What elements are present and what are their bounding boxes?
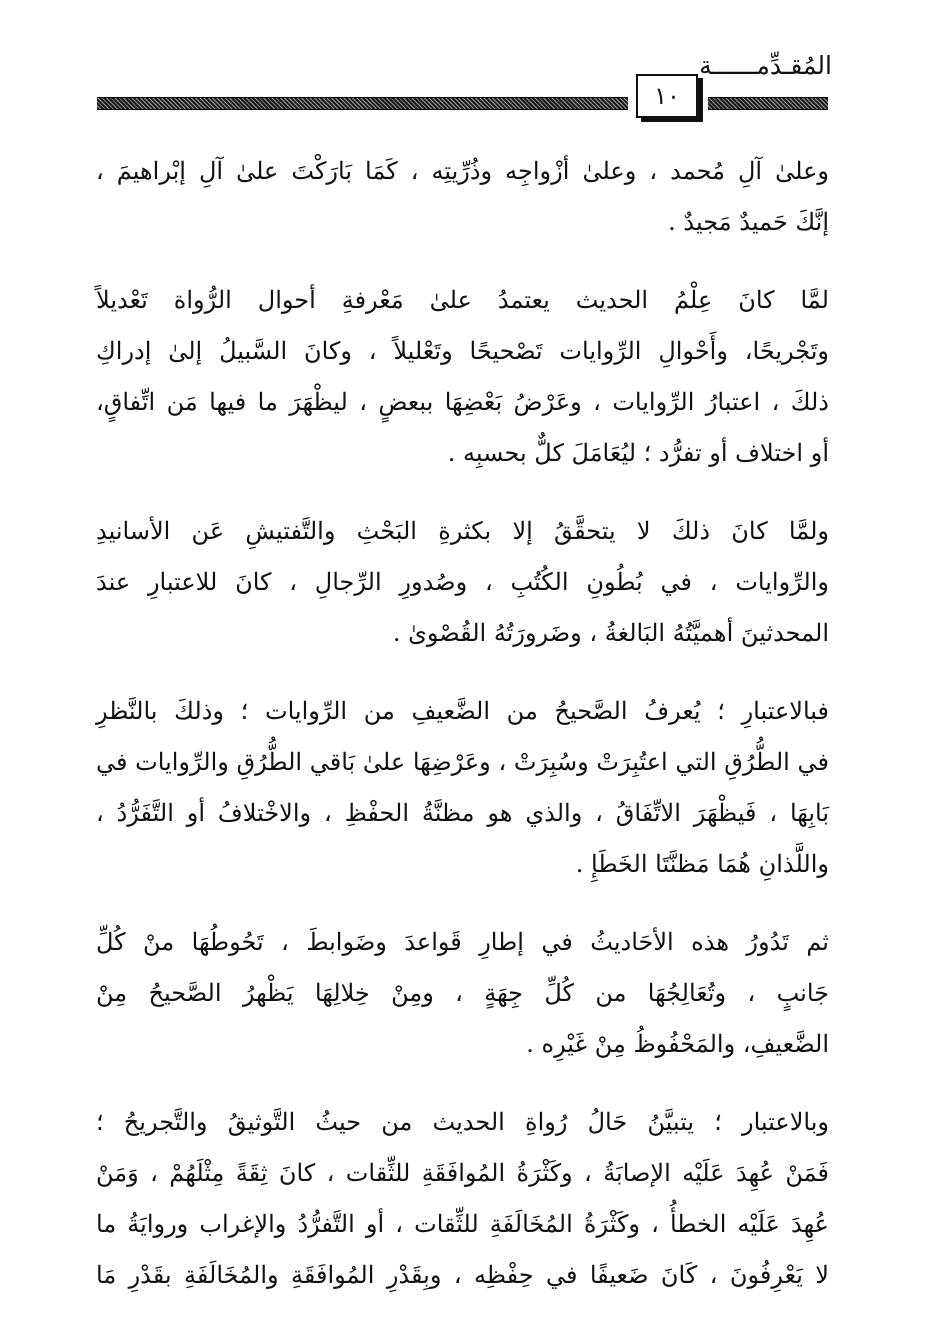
text-line: ولمَّا كانَ ذلكَ لا يتحقَّقُ إلا بكثرةِ البَحْثِ والتَّفتيشِ عَن الأسانيدِ xyxy=(96,517,829,545)
chapter-title: المُقـدِّمــــــة xyxy=(699,51,832,80)
text-line: جَانبٍ ، وتُعَالِجُهَا من كُلِّ جِهَةٍ ، ومِنْ خِلالِهَا يَظْهرُ الصَّحيحُ مِنْ xyxy=(96,979,829,1007)
text-line: فبالاعتبارِ ؛ يُعرفُ الصَّحيحُ من الضَّعيفِ من الرِّوايات ؛ وذلكَ بالنَّظرِ xyxy=(96,697,829,725)
page-header xyxy=(0,0,940,140)
text-line: لمَّا كانَ عِلْمُ الحديث يعتمدُ علىٰ مَعْرفةِ أحوال الرُّواة تَعْديلاً xyxy=(96,286,829,314)
text-line: والرِّوايات ، في بُطُونِ الكُتُبِ ، وصُدورِ الرِّجالِ ، كانَ للاعتبارِ عندَ xyxy=(96,568,829,596)
text-line: عُهِدَ عَلَيْه الخطأُ ، وكَثْرَةُ المُخَالَفَةِ للثِّقات ، أو التَّفرُّدُ والإغراب وروايَةُ ما xyxy=(96,1210,829,1238)
text-line: وبالاعتبار ؛ يتبيَّنُ حَالُ رُواةِ الحديث من حيثُ التَّوثيقُ والتَّجريحُ ؛ xyxy=(96,1108,829,1136)
text-line: في الطُّرُقِ التي اعتُبِرَتْ وسُبِرَتْ ، وعَرْضِهَا علىٰ بَاقي الطُّرُقِ والرِّوايات في xyxy=(96,748,829,776)
paragraph-5 xyxy=(96,917,829,1070)
page-number-box xyxy=(636,74,698,118)
paragraph-6 xyxy=(96,1097,829,1301)
text-line: فَمَنْ عُهِدَ عَلَيْه الإصابَةُ ، وكَثْرَةُ المُوافَقَةِ للثِّقات ، كانَ ثِقَةً مِثْلَهُمْ ، وَمَنْ xyxy=(96,1159,829,1187)
text-line: إنَّكَ حَميدٌ مَجيدٌ . xyxy=(668,208,829,236)
text-line: الضَّعيفِ، والمَحْفُوظُ مِنْ غَيْرِه . xyxy=(526,1030,829,1058)
text-line: المحدثينَ أهميَّتُهُ البَالغةُ ، وضَرورَتُهُ القُصْوىٰ . xyxy=(392,619,829,647)
paragraph-4 xyxy=(96,686,829,890)
text-line: أو اختلاف أو تفرُّد ؛ ليُعَامَلَ كلٌّ بحسبِه . xyxy=(447,439,829,467)
text-line: واللَّذانِ هُمَا مَظنَّتَا الخَطَإِ . xyxy=(575,850,829,878)
paragraph-2 xyxy=(96,275,829,479)
text-line: ثم تَدُورُ هذه الأحَاديثُ في إطارِ قَواعدَ وضَوابطَ ، تَحُوطُهَا منْ كُلِّ xyxy=(96,928,829,956)
header-rule-right xyxy=(708,97,828,110)
text-line: لا يَعْرِفُونَ ، كَانَ ضَعيفًا في حِفْظِه ، وبِقَدْرِ المُوافَقَةِ والمُخَالَفَةِ بقَدْرِ مَا xyxy=(96,1261,829,1289)
page-number: ١٠ xyxy=(654,82,680,110)
text-line: بَابِهَا ، فَيظْهَرَ الاتِّفَاقُ ، والذي هو مظنَّةُ الحفْظِ ، والاخْتلافُ أو التَّفَرُّدُ ، xyxy=(96,799,829,827)
text-line: وعلىٰ آلِ مُحمد ، وعلىٰ أزْواجِه وذُرِّيتِه ، كَمَا بَارَكْتَ علىٰ آلِ إبْراهيمَ ، xyxy=(96,157,829,185)
paragraph-1 xyxy=(96,146,829,248)
text-line: وتَجْريحًا، وأَحْوالِ الرِّوايات تَصْحيحًا وتَعْليلاً ، وكانَ السَّبيلُ إلىٰ إدراكِ xyxy=(96,337,829,365)
text-line: ذلكَ ، اعتبارُ الرِّوايات ، وعَرْضُ بَعْضِهَا ببعضٍ ، ليظْهَرَ ما فيها مَن اتِّفاقٍ، xyxy=(96,388,829,416)
header-rule-left xyxy=(97,97,628,110)
paragraph-3 xyxy=(96,506,829,659)
body-text xyxy=(96,146,829,1301)
